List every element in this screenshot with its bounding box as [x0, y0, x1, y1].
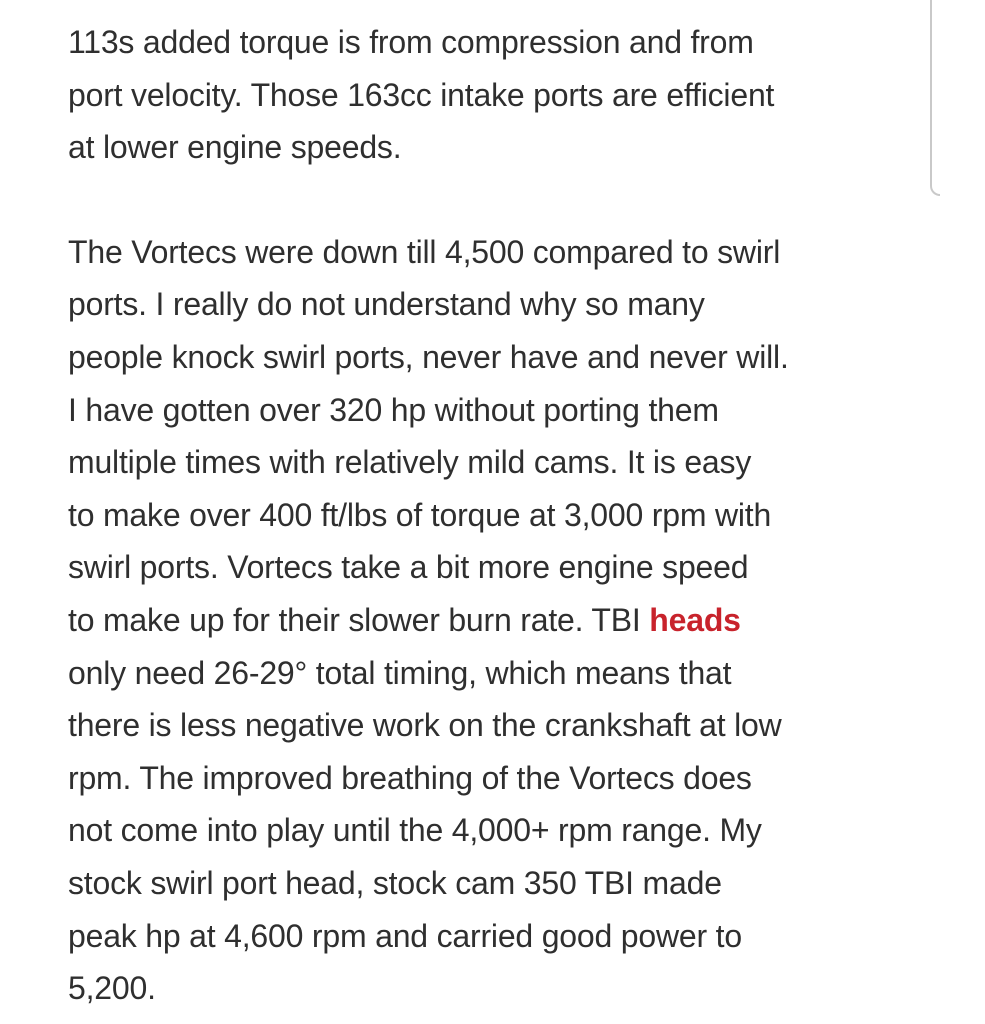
text-line: ports. I really do not understand why so many [68, 286, 705, 323]
text-line: at lower engine speeds. [68, 129, 402, 166]
text-line: I have gotten over 320 hp without porting them [68, 391, 719, 428]
post-body [68, 16, 928, 1015]
text-line: multiple times with relatively mild cams. It is easy [68, 444, 752, 481]
text-line: port velocity. Those 163cc intake ports are efficient [68, 76, 775, 113]
text-line: peak hp at 4,600 rpm and carried good power to [68, 917, 742, 954]
text-line: 5,200. [68, 970, 156, 1007]
paragraph-gap [68, 174, 928, 226]
text-line-with-link [68, 594, 928, 647]
text-line: there is less negative work on the crankshaft at low [68, 707, 782, 744]
text-line: rpm. The improved breathing of the Vortecs does [68, 759, 752, 796]
paragraph-1 [68, 16, 928, 174]
link-line-prefix: to make up for their slower burn rate. TBI [68, 601, 650, 638]
text-line: people knock swirl ports, never have and never will. [68, 338, 789, 375]
text-line: only need 26-29° total timing, which means that [68, 654, 732, 691]
side-panel-edge [930, 0, 940, 196]
text-line: The Vortecs were down till 4,500 compared to swirl [68, 233, 781, 270]
text-line: stock swirl port head, stock cam 350 TBI made [68, 864, 722, 901]
paragraph-2 [68, 226, 928, 1015]
text-line: 113s added torque is from compression and from [68, 24, 754, 60]
text-line: to make over 400 ft/lbs of torque at 3,000 rpm with [68, 496, 772, 533]
text-line: not come into play until the 4,000+ rpm range. My [68, 812, 762, 849]
text-line: swirl ports. Vortecs take a bit more engine speed [68, 549, 749, 586]
keyword-link-heads[interactable]: heads [649, 601, 741, 638]
